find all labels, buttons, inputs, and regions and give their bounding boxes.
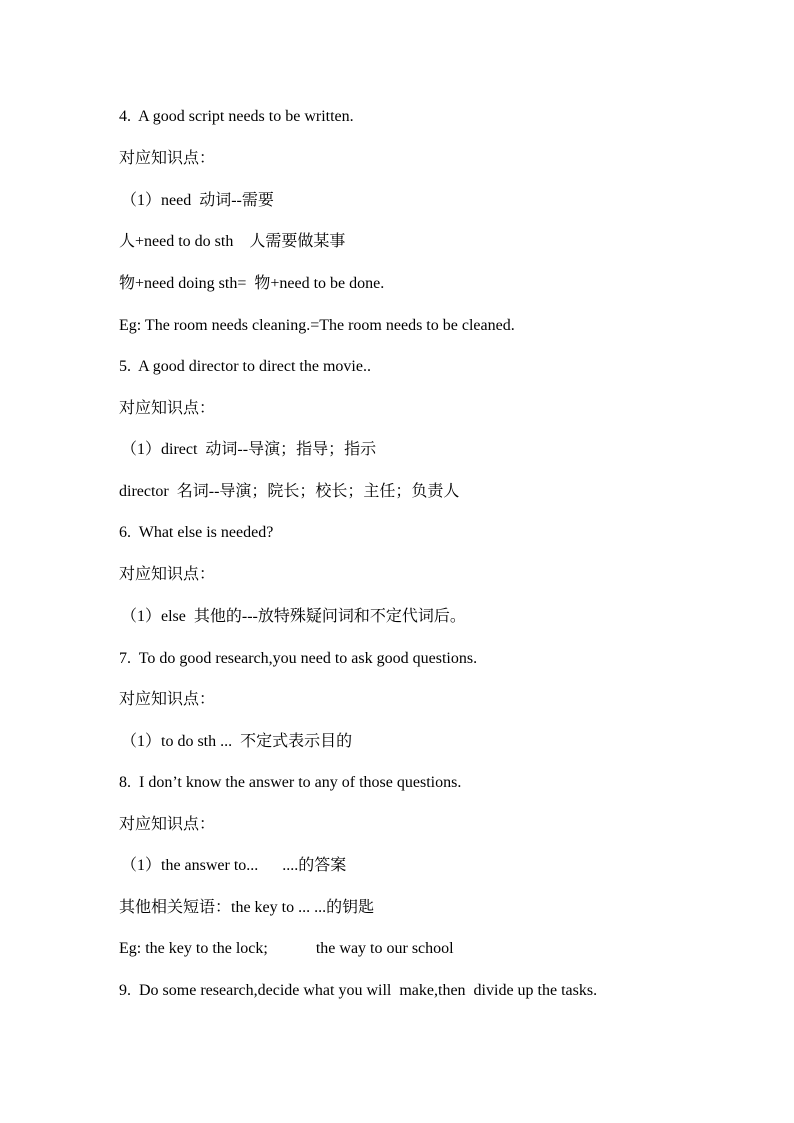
- item-8-sentence: 8. I don’t know the answer to any of those questions.: [119, 774, 462, 791]
- item-5-sentence: 5. A good director to direct the movie..: [119, 358, 371, 375]
- usage-line: 人+need to do sth 人需要做某事: [119, 233, 346, 250]
- knowledge-point: （1）to do sth ... 不定式表示目的: [121, 733, 353, 750]
- usage-line: director 名词--导演；院长；校长；主任；负责人: [119, 483, 460, 500]
- item-9-sentence: 9. Do some research,decide what you will make,then divide up the tasks.: [119, 982, 598, 999]
- knowledge-point: （1）the answer to... ....的答案: [121, 857, 347, 874]
- knowledge-point: （1）direct 动词--导演；指导；指示: [121, 441, 377, 458]
- knowledge-point: （1）else 其他的---放特殊疑问词和不定代词后。: [121, 608, 466, 625]
- usage-line: 物+need doing sth= 物+need to be done.: [119, 275, 385, 292]
- knowledge-heading: 对应知识点：: [119, 566, 216, 583]
- knowledge-heading: 对应知识点：: [119, 816, 216, 833]
- knowledge-point: （1）need 动词--需要: [121, 192, 274, 209]
- related-phrases-line: 其他相关短语：the key to ... ...的钥匙: [119, 899, 375, 916]
- item-4-sentence: 4. A good script needs to be written.: [119, 108, 354, 125]
- knowledge-heading: 对应知识点：: [119, 691, 216, 708]
- item-7-sentence: 7. To do good research,you need to ask good questions.: [119, 650, 478, 667]
- example-line: Eg: The room needs cleaning.=The room needs to be cleaned.: [119, 317, 515, 334]
- knowledge-heading: 对应知识点：: [119, 150, 216, 167]
- knowledge-heading: 对应知识点：: [119, 400, 216, 417]
- item-6-sentence: 6. What else is needed?: [119, 524, 274, 541]
- example-line: Eg: the key to the lock; the way to our school: [119, 940, 454, 957]
